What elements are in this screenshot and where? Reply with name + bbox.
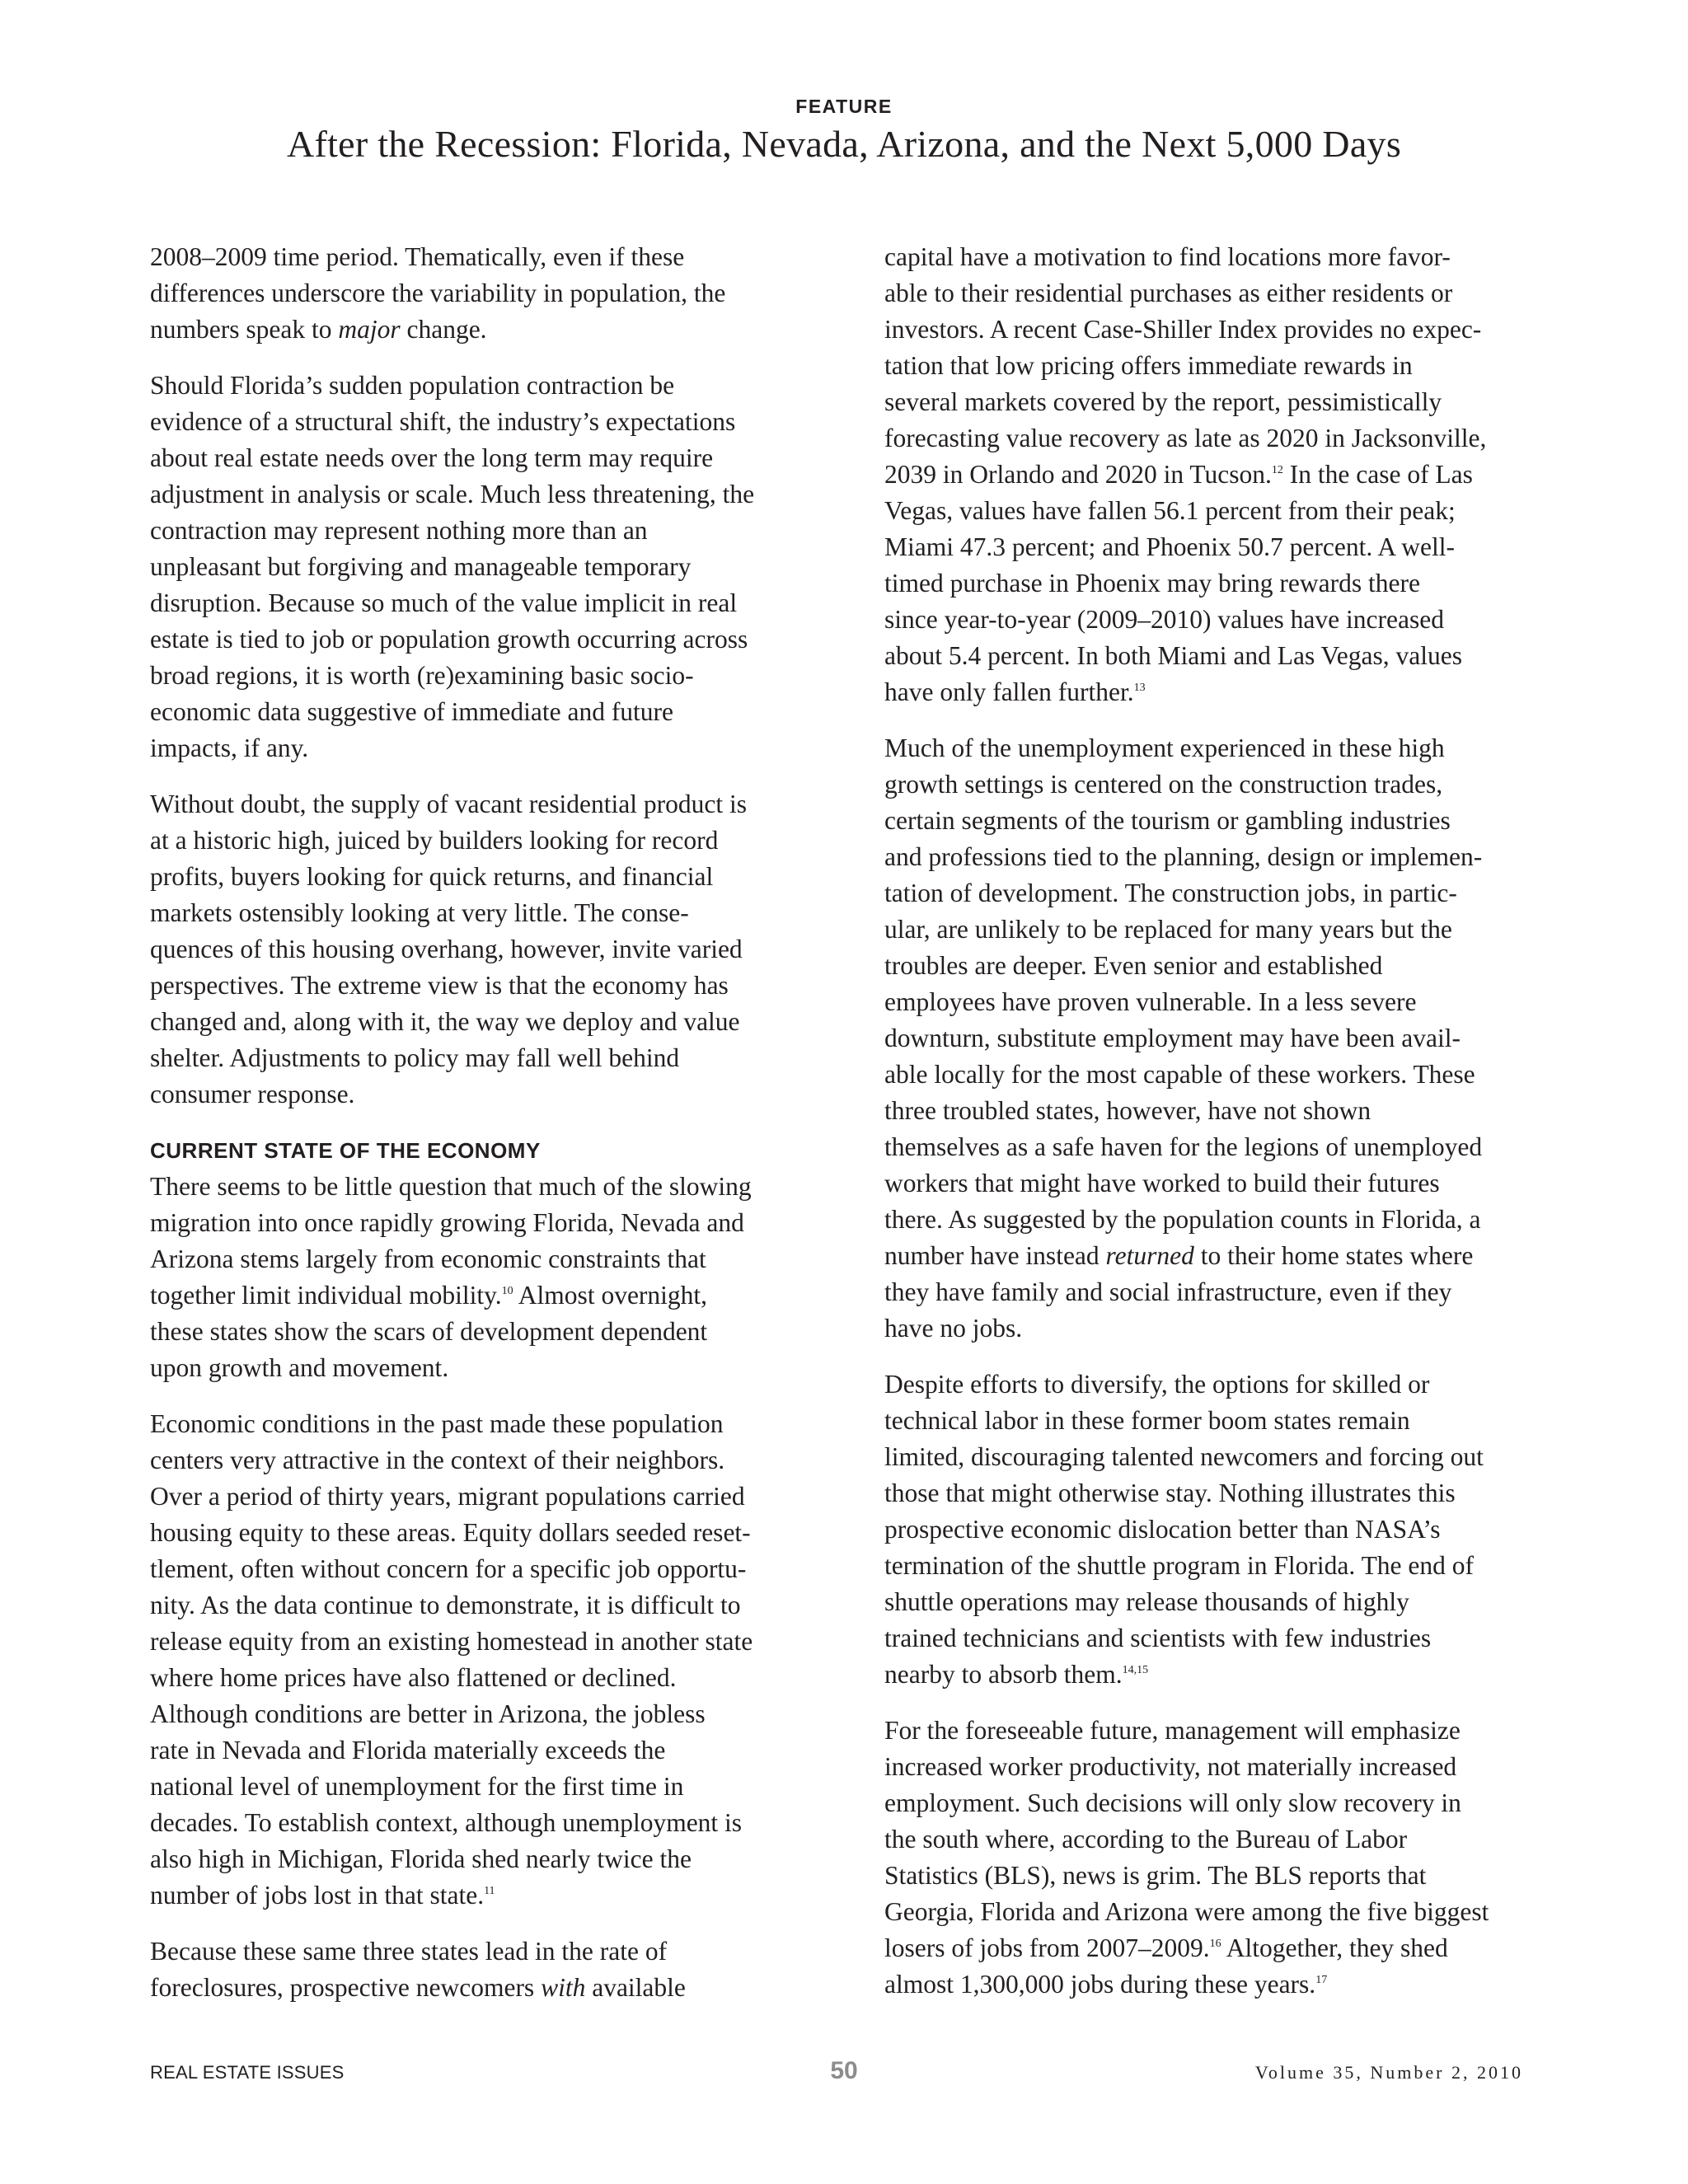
text-line: tation that low pricing offers immediate rewards in [884, 351, 1413, 380]
text-line: tlement, often without concern for a specific job opportu- [150, 1554, 747, 1583]
text-line: several markets covered by the report, pessimistically [884, 387, 1442, 416]
text-line: evidence of a structural shift, the industry’s expectations [150, 407, 736, 436]
journal-name: REAL ESTATE ISSUES [150, 2062, 345, 2083]
paragraph [150, 1933, 801, 2006]
text-run: available [585, 1973, 686, 2002]
text-line: disruption. Because so much of the value implicit in real [150, 588, 738, 617]
text-line: forecasting value recovery as late as 2020 in Jacksonville, [884, 424, 1487, 452]
text-line: able to their residential purchases as either residents or [884, 279, 1453, 307]
text-line: growth settings is centered on the construction trades, [884, 770, 1443, 799]
text-line: adjustment in analysis or scale. Much less threatening, the [150, 480, 755, 509]
text-line [150, 1877, 801, 1914]
text-line: tation of development. The construction jobs, in partic- [884, 879, 1457, 907]
text-line: Statistics (BLS), news is grim. The BLS reports that [884, 1861, 1427, 1890]
text-line [150, 1277, 801, 1314]
text-line: shelter. Adjustments to policy may fall well behind [150, 1043, 680, 1072]
text-line: centers very attractive in the context of their neighbors. [150, 1446, 725, 1474]
text-line: increased worker productivity, not materially increased [884, 1752, 1457, 1781]
text-line: Over a period of thirty years, migrant populations carried [150, 1482, 745, 1511]
text-run: foreclosures, prospective newcomers [150, 1973, 542, 2002]
text-line: downturn, substitute employment may have been avail- [884, 1024, 1461, 1052]
page-number: 50 [830, 2057, 858, 2084]
text-run: to their home states where [1193, 1241, 1474, 1270]
text-run: Altogether, they shed [1221, 1933, 1448, 1962]
text-line: about real estate needs over the long term may require [150, 443, 714, 472]
text-line: there. As suggested by the population counts in Florida, a [884, 1205, 1481, 1234]
text-line: profits, buyers looking for quick returns, and financial [150, 862, 714, 891]
text-run: change. [400, 315, 487, 344]
text-line [150, 1970, 801, 2006]
text-line: these states show the scars of development dependent [150, 1317, 708, 1346]
text-line [884, 1966, 1536, 2003]
text-line: 2008–2009 time period. Thematically, even if these [150, 242, 685, 271]
text-line: investors. A recent Case-Shiller Index provides no expec- [884, 315, 1482, 344]
text-line: workers that might have worked to build their futures [884, 1169, 1440, 1197]
text-line [884, 674, 1536, 710]
text-line: nity. As the data continue to demonstrate, it is difficult to [150, 1591, 741, 1619]
footnote-ref[interactable]: 14,15 [1122, 1664, 1149, 1676]
text-line: estate is tied to job or population growth occurring across [150, 625, 748, 654]
text-line: contraction may represent nothing more than an [150, 516, 648, 545]
italic-emphasis: with [541, 1973, 586, 2002]
text-line: unpleasant but forgiving and manageable temporary [150, 552, 692, 581]
text-line: changed and, along with it, the way we deploy and value [150, 1007, 740, 1036]
right-column [884, 239, 1536, 2022]
paragraph [150, 1406, 801, 1914]
section-heading: CURRENT STATE OF THE ECONOMY [150, 1138, 541, 1163]
text-line: they have family and social infrastructure, even if they [884, 1277, 1452, 1306]
text-line: Because these same three states lead in the rate of [150, 1937, 668, 1966]
text-run: number have instead [884, 1241, 1106, 1270]
left-column [150, 239, 801, 2026]
text-line: rate in Nevada and Florida materially exceeds the [150, 1736, 666, 1765]
text-line: differences underscore the variability in population, the [150, 279, 726, 307]
text-line [884, 457, 1536, 493]
footnote-ref[interactable]: 12 [1271, 464, 1283, 476]
text-line: prospective economic dislocation better than NASA’s [884, 1515, 1441, 1544]
text-run: have only fallen further. [884, 677, 1134, 706]
paragraph [150, 1169, 801, 1386]
text-line: impacts, if any. [150, 733, 309, 762]
paragraph [884, 730, 1536, 1347]
text-line: For the foreseeable future, management will emphasize [884, 1716, 1461, 1745]
footnote-ref[interactable]: 11 [484, 1885, 495, 1897]
text-run: almost 1,300,000 jobs during these years. [884, 1970, 1316, 1999]
text-line [150, 312, 801, 348]
text-line: technical labor in these former boom states remain [884, 1406, 1410, 1435]
text-line: about 5.4 percent. In both Miami and Las Vegas, values [884, 641, 1462, 670]
text-line: also high in Michigan, Florida shed nearly twice the [150, 1844, 692, 1873]
text-line: migration into once rapidly growing Florida, Nevada and [150, 1208, 744, 1237]
text-line: shuttle operations may release thousands of highly [884, 1587, 1409, 1616]
text-line: limited, discouraging talented newcomers and forcing out [884, 1442, 1484, 1471]
paragraph [150, 786, 801, 1113]
text-line: Vegas, values have fallen 56.1 percent from their peak; [884, 496, 1456, 525]
text-line: timed purchase in Phoenix may bring rewards there [884, 569, 1420, 598]
text-line: perspectives. The extreme view is that the economy has [150, 971, 729, 1000]
text-line: Should Florida’s sudden population contraction be [150, 371, 675, 400]
paragraph [150, 239, 801, 348]
text-line: have no jobs. [884, 1314, 1023, 1343]
text-line: Arizona stems largely from economic constraints that [150, 1244, 706, 1273]
text-line: Without doubt, the supply of vacant residential product is [150, 790, 747, 818]
text-line: termination of the shuttle program in Florida. The end of [884, 1551, 1475, 1580]
paragraph [884, 1366, 1536, 1693]
text-line: employment. Such decisions will only slow recovery in [884, 1788, 1461, 1817]
text-line: Despite efforts to diversify, the options for skilled or [884, 1370, 1430, 1399]
text-run: together limit individual mobility. [150, 1281, 502, 1310]
text-run: nearby to absorb them. [884, 1660, 1123, 1689]
footnote-ref[interactable]: 10 [501, 1285, 513, 1297]
text-line: themselves as a safe haven for the legions of unemployed [884, 1132, 1483, 1161]
text-line: Much of the unemployment experienced in these high [884, 733, 1445, 762]
text-line: Economic conditions in the past made these population [150, 1409, 724, 1438]
text-line: those that might otherwise stay. Nothing illustrates this [884, 1479, 1456, 1507]
text-line: broad regions, it is worth (re)examining basic socio- [150, 661, 694, 690]
text-line: Georgia, Florida and Arizona were among the five biggest [884, 1897, 1489, 1926]
section-kicker: FEATURE [795, 96, 893, 117]
text-line: decades. To establish context, although unemployment is [150, 1808, 743, 1837]
text-line: since year-to-year (2009–2010) values have increased [884, 605, 1444, 634]
italic-emphasis: major [338, 315, 401, 344]
text-line: capital have a motivation to find locations more favor- [884, 242, 1451, 271]
footnote-ref[interactable]: 17 [1315, 1974, 1328, 1986]
text-line: troubles are deeper. Even senior and established [884, 951, 1383, 980]
text-line: and professions tied to the planning, design or implemen- [884, 842, 1483, 871]
footnote-ref[interactable]: 16 [1209, 1938, 1221, 1950]
text-line: the south where, according to the Bureau of Labor [884, 1825, 1408, 1854]
text-run: In the case of Las [1282, 460, 1473, 489]
text-line: markets ostensibly looking at very little. The conse- [150, 898, 689, 927]
text-line [884, 1238, 1536, 1274]
text-line: able locally for the most capable of these workers. These [884, 1060, 1475, 1089]
text-line: where home prices have also flattened or declined. [150, 1663, 677, 1692]
article-title: After the Recession: Florida, Nevada, Arizona, and the Next 5,000 Days [286, 123, 1402, 165]
text-line: employees have proven vulnerable. In a less severe [884, 987, 1417, 1016]
text-line: at a historic high, juiced by builders looking for record [150, 826, 719, 855]
text-line: upon growth and movement. [150, 1353, 449, 1382]
text-line: quences of this housing overhang, however, invite varied [150, 935, 743, 963]
text-line: three troubled states, however, have not shown [884, 1096, 1372, 1125]
volume-info: Volume 35, Number 2, 2010 [1254, 2062, 1523, 2083]
paragraph [150, 368, 801, 766]
text-line: trained technicians and scientists with few industries [884, 1624, 1432, 1652]
text-run: numbers speak to [150, 315, 339, 344]
text-run: 2039 in Orlando and 2020 in Tucson. [884, 460, 1272, 489]
text-line: release equity from an existing homestead in another state [150, 1627, 753, 1656]
footnote-ref[interactable]: 13 [1133, 682, 1146, 694]
text-run: losers of jobs from 2007–2009. [884, 1933, 1210, 1962]
text-line [884, 1657, 1536, 1693]
paragraph [884, 239, 1536, 710]
text-run: number of jobs lost in that state. [150, 1881, 485, 1910]
text-line [884, 1930, 1536, 1966]
text-line: Miami 47.3 percent; and Phoenix 50.7 percent. A well- [884, 532, 1455, 561]
text-run: Almost overnight, [513, 1281, 708, 1310]
text-line: national level of unemployment for the first time in [150, 1772, 684, 1801]
paragraph [884, 1713, 1536, 2003]
text-line: Although conditions are better in Arizona, the jobless [150, 1699, 706, 1728]
text-line: ular, are unlikely to be replaced for many years but the [884, 915, 1452, 944]
text-line: economic data suggestive of immediate and future [150, 697, 674, 726]
text-line: There seems to be little question that much of the slowing [150, 1172, 752, 1201]
text-line: certain segments of the tourism or gambling industries [884, 806, 1451, 835]
page-footer [0, 2057, 1688, 2090]
italic-emphasis: returned [1105, 1241, 1194, 1270]
text-line: housing equity to these areas. Equity dollars seeded reset- [150, 1518, 751, 1547]
text-line: consumer response. [150, 1080, 355, 1108]
